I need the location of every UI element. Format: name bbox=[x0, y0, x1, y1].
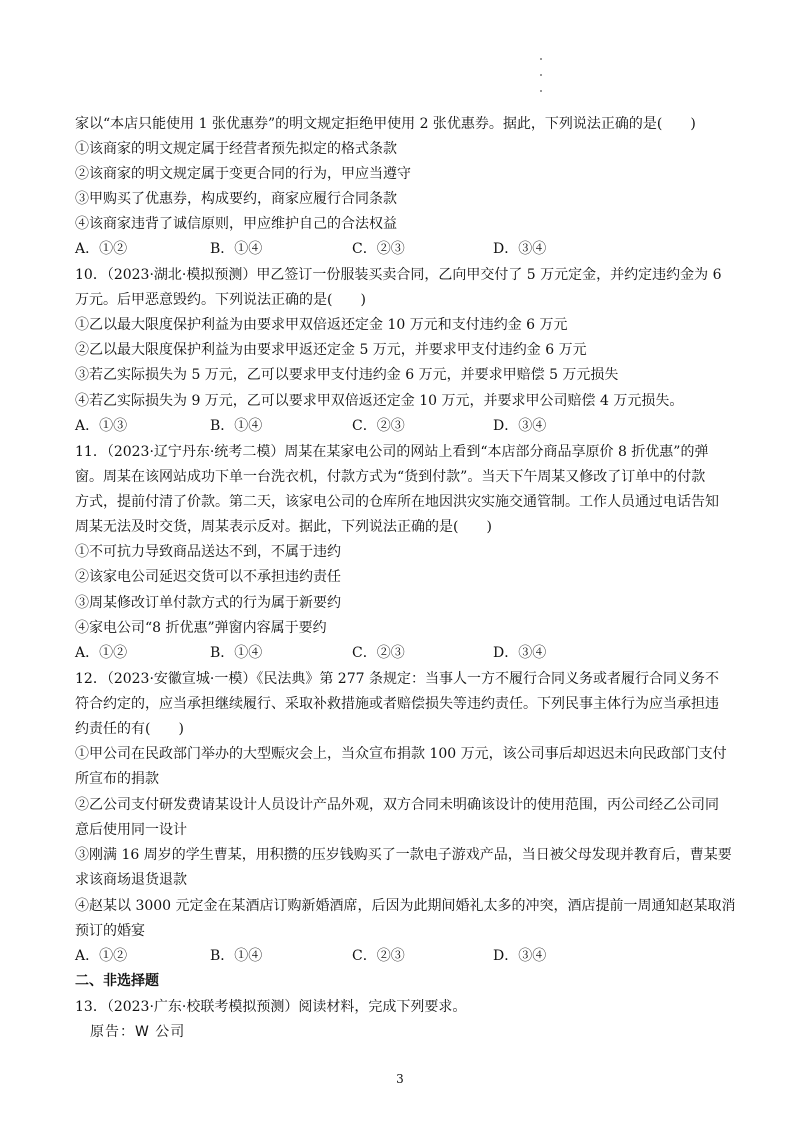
option-c: C．②③ bbox=[352, 948, 405, 964]
text-line: 方式，提前付清了价款。第二天，该家电公司的仓库所在地因洪灾实施交通管制。工作人员通过电话告知 bbox=[75, 494, 719, 510]
option-c: C．②③ bbox=[352, 241, 405, 257]
option-a: A．①② bbox=[75, 645, 128, 661]
option-d: D．③④ bbox=[493, 948, 547, 964]
question-12-stem: 12．（2023·安徽宣城·一模）《民法典》第 277 条规定：当事人一方不履行合同义务或者履行合同义务不 bbox=[75, 671, 719, 687]
option-c: C．②③ bbox=[352, 645, 405, 661]
dot bbox=[540, 58, 542, 60]
text-line: ③刚满 16 周岁的学生曹某，用积攒的压岁钱购买了一款电子游戏产品，当日被父母发现并教育后，曹某要 bbox=[75, 847, 732, 863]
text-line: ④家电公司“8 折优惠”弹窗内容属于要约 bbox=[75, 620, 327, 636]
text-line: ③周某修改订单付款方式的行为属于新要约 bbox=[75, 595, 341, 611]
text-line: ②该商家的明文规定属于变更合同的行为，甲应当遵守 bbox=[75, 166, 411, 182]
text-line: ②该家电公司延迟交货可以不承担违约责任 bbox=[75, 569, 341, 585]
section-heading: 二、非选择题 bbox=[75, 973, 159, 989]
text-line: ④赵某以 3000 元定金在某酒店订购新婚酒席，后因为此期间婚礼太多的冲突，酒店提前一周通知赵某取消 bbox=[75, 898, 736, 914]
text-line: ①该商家的明文规定属于经营者预先拟定的格式条款 bbox=[75, 141, 397, 157]
text-line: 所宣布的捐款 bbox=[75, 771, 159, 787]
text-line: ①不可抗力导致商品送达不到，不属于违约 bbox=[75, 544, 341, 560]
material-quote: 原告：W 公司 bbox=[90, 1024, 186, 1040]
question-10-stem: 10．（2023·湖北·模拟预测）甲乙签订一份服装买卖合同，乙向甲交付了 5 万元定金，并约定违约金为 6 bbox=[75, 267, 722, 283]
option-a: A．①② bbox=[75, 948, 128, 964]
option-b: B．①④ bbox=[210, 948, 263, 964]
option-d: D．③④ bbox=[493, 418, 547, 434]
text-line: ③若乙实际损失为 5 万元，乙可以要求甲支付违约金 6 万元，并要求甲赔偿 5 万元损失 bbox=[75, 367, 619, 383]
text-line: ④该商家违背了诚信原则，甲应维护自己的合法权益 bbox=[75, 216, 397, 232]
option-b: B．①④ bbox=[210, 241, 263, 257]
dot bbox=[540, 90, 542, 92]
text-line: ②乙公司支付研发费请某设计人员设计产品外观，双方合同未明确该设计的使用范围，丙公司经乙公司同 bbox=[75, 797, 719, 813]
option-b: B．①④ bbox=[210, 645, 263, 661]
option-c: C．②③ bbox=[352, 418, 405, 434]
text-line: 预订的婚宴 bbox=[75, 923, 145, 939]
text-line: 窗。周某在该网站成功下单一台洗衣机，付款方式为“货到付款”。当天下午周某又修改了订单中的付款 bbox=[75, 469, 706, 485]
option-a: A．①② bbox=[75, 241, 128, 257]
option-b: B．①④ bbox=[210, 418, 263, 434]
question-11-stem: 11．（2023·辽宁丹东·统考二模）周某在某家电公司的网站上看到“本店部分商品享原价 8 折优惠”的弹 bbox=[75, 444, 709, 460]
text-line: ②乙以最大限度保护利益为由要求甲返还定金 5 万元，并要求甲支付违约金 6 万元 bbox=[75, 342, 587, 358]
page-number: 3 bbox=[396, 1072, 404, 1086]
option-d: D．③④ bbox=[493, 645, 547, 661]
text-line: 家以“本店只能使用 1 张优惠券”的明文规定拒绝甲使用 2 张优惠券。据此，下列说法正确的是( ) bbox=[75, 116, 696, 132]
dot bbox=[540, 74, 542, 76]
text-line: 求该商场退货退款 bbox=[75, 872, 187, 888]
text-line: ①乙以最大限度保护利益为由要求甲双倍返还定金 10 万元和支付违约金 6 万元 bbox=[75, 317, 568, 333]
text-line: 周某无法及时交货，周某表示反对。据此，下列说法正确的是( ) bbox=[75, 519, 492, 535]
text-line: ①甲公司在民政部门举办的大型赈灾会上，当众宣布捐款 100 万元，该公司事后却迟迟未向民政部门支付 bbox=[75, 746, 727, 762]
text-line: 约责任的有( ) bbox=[75, 721, 184, 737]
text-line: 符合约定的，应当承担继续履行、采取补救措施或者赔偿损失等违约责任。下列民事主体行为应当承担违 bbox=[75, 696, 719, 712]
decorative-dots bbox=[540, 58, 544, 106]
text-line: ③甲购买了优惠券，构成要约，商家应履行合同条款 bbox=[75, 191, 397, 207]
option-d: D．③④ bbox=[493, 241, 547, 257]
text-line: 意后使用同一设计 bbox=[75, 822, 187, 838]
option-a: A．①③ bbox=[75, 418, 128, 434]
text-line: ④若乙实际损失为 9 万元，乙可以要求甲双倍返还定金 10 万元，并要求甲公司赔偿 4 万元损失。 bbox=[75, 393, 684, 409]
text-line: 万元。后甲恶意毁约。下列说法正确的是( ) bbox=[75, 292, 366, 308]
question-13-stem: 13．（2023·广东·校联考模拟预测）阅读材料，完成下列要求。 bbox=[75, 999, 467, 1015]
